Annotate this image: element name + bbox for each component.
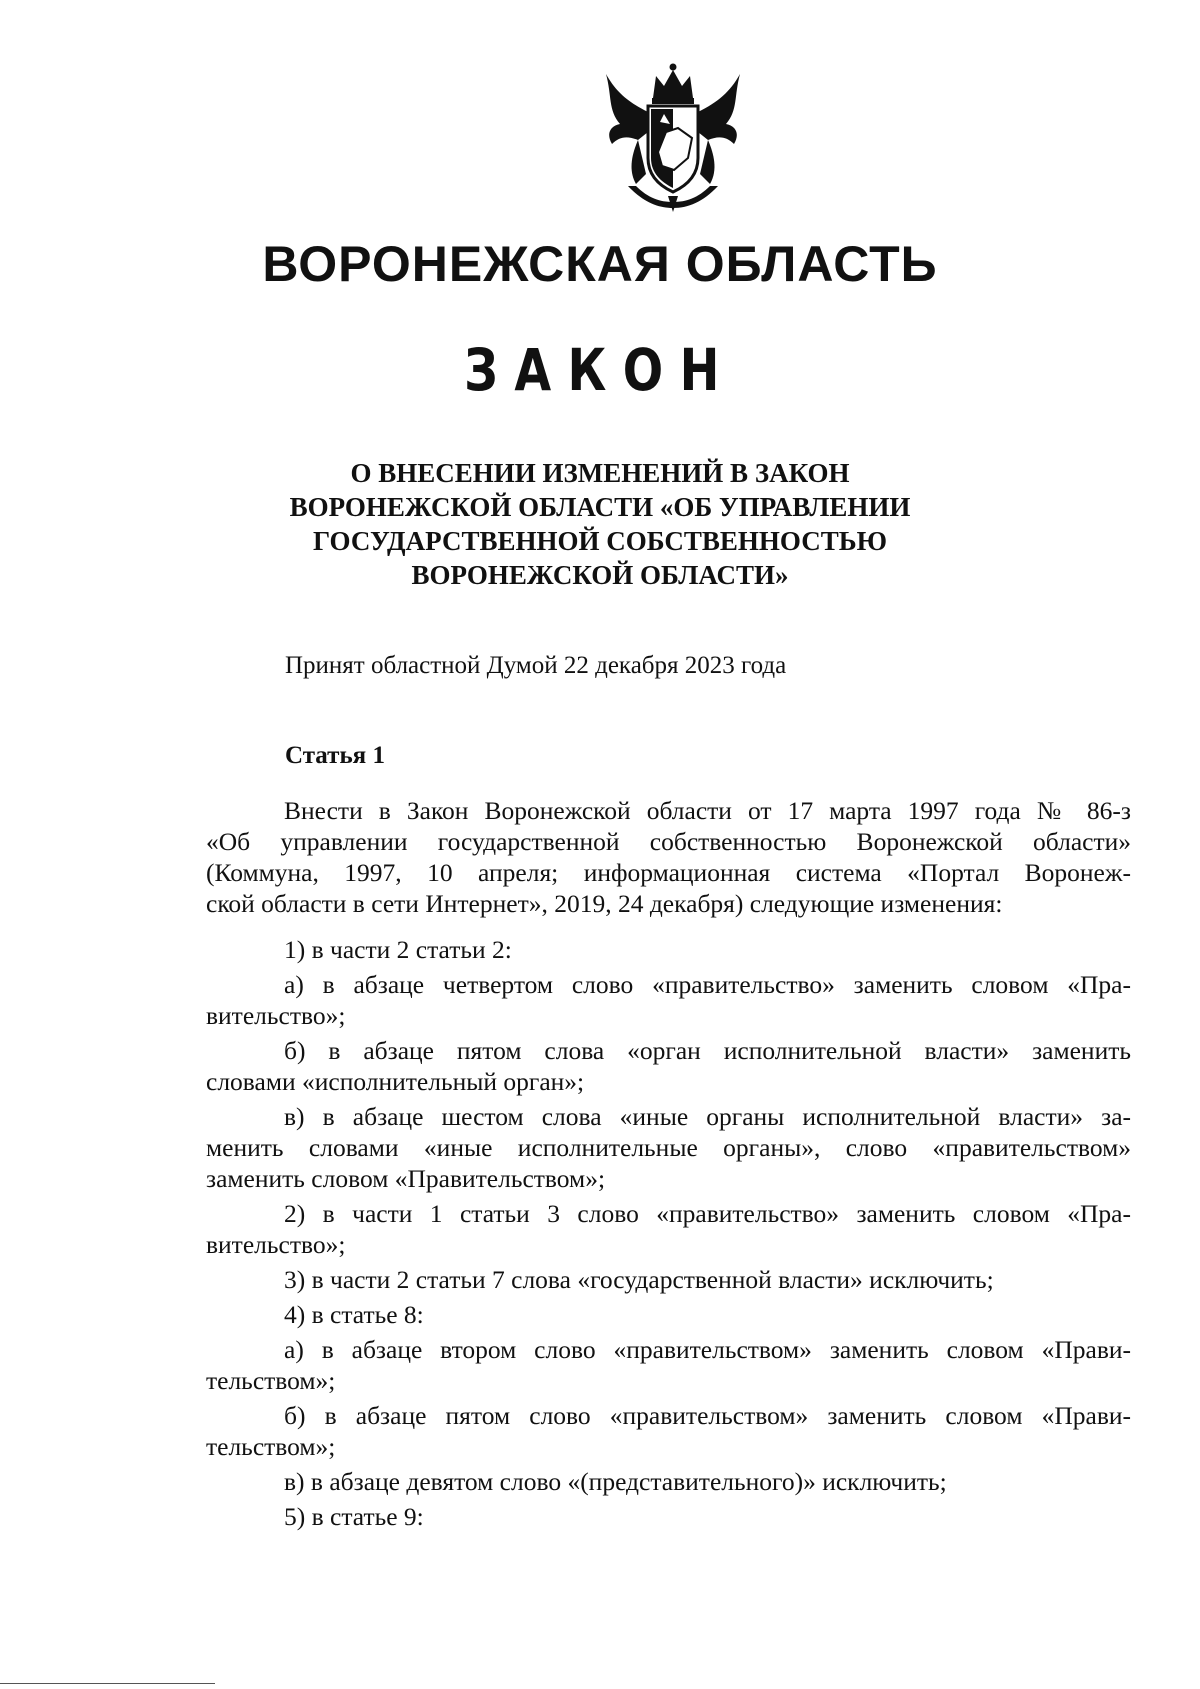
text-line: 3) в части 2 статьи 7 слова «государственной власти» исключить; (284, 1265, 994, 1294)
text-line: вительство»; (206, 1230, 346, 1259)
text-line: 2) в части 1 статьи 3 слово «правительство» заменить словом «Пра- (284, 1199, 1131, 1228)
text-line: 4) в статье 8: (284, 1300, 424, 1329)
subtitle-line: О ВНЕСЕНИИ ИЗМЕНЕНИЙ В ЗАКОН (350, 458, 850, 488)
text-line: (Коммуна, 1997, 10 апреля; информационная система «Портал Воронеж- (206, 858, 1131, 887)
text-line: 5) в статье 9: (284, 1502, 424, 1531)
law-subtitle (0, 456, 1200, 592)
text-line: в) в абзаце шестом слова «иные органы исполнительной власти» за- (284, 1102, 1131, 1131)
footer-divider (0, 1683, 215, 1684)
text-line: тельством»; (206, 1432, 336, 1461)
coat-of-arms-icon (598, 62, 748, 212)
text-line: заменить словом «Правительством»; (206, 1164, 606, 1193)
law-title: ЗАКОН (464, 336, 736, 404)
text-line: в) в абзаце девятом слово «(представительного)» исключить; (284, 1467, 947, 1496)
text-line: ской области в сети Интернет», 2019, 24 декабря) следующие изменения: (206, 889, 1003, 918)
text-line: вительство»; (206, 1001, 346, 1030)
subtitle-line: ГОСУДАРСТВЕННОЙ СОБСТВЕННОСТЬЮ (312, 526, 888, 556)
text-line: менить словами «иные исполнительные органы», слово «правительством» (206, 1133, 1131, 1162)
adoption-note: Принят областной Думой 22 декабря 2023 года (285, 652, 787, 679)
text-line: словами «исполнительный орган»; (206, 1067, 585, 1096)
text-line: а) в абзаце четвертом слово «правительство» заменить словом «Пра- (284, 970, 1131, 999)
text-line: «Об управлении государственной собственностью Воронежской области» (206, 827, 1131, 856)
subtitle-line: ВОРОНЕЖСКОЙ ОБЛАСТИ» (411, 560, 789, 590)
text-line: 1) в части 2 статьи 2: (284, 935, 512, 964)
article-body (206, 795, 1131, 1532)
text-line: а) в абзаце втором слово «правительством» заменить словом «Прави- (284, 1335, 1131, 1364)
subtitle-line: ВОРОНЕЖСКОЙ ОБЛАСТИ «ОБ УПРАВЛЕНИИ (289, 492, 911, 522)
article-heading: Статья 1 (285, 742, 385, 769)
text-line: тельством»; (206, 1366, 336, 1395)
region-title: ВОРОНЕЖСКАЯ ОБЛАСТЬ (262, 236, 938, 292)
text-line: б) в абзаце пятом слова «орган исполнительной власти» заменить (284, 1036, 1131, 1065)
text-line: Внести в Закон Воронежской области от 17 марта 1997 года № 86-з (284, 796, 1131, 825)
text-line: б) в абзаце пятом слово «правительством» заменить словом «Прави- (284, 1401, 1131, 1430)
